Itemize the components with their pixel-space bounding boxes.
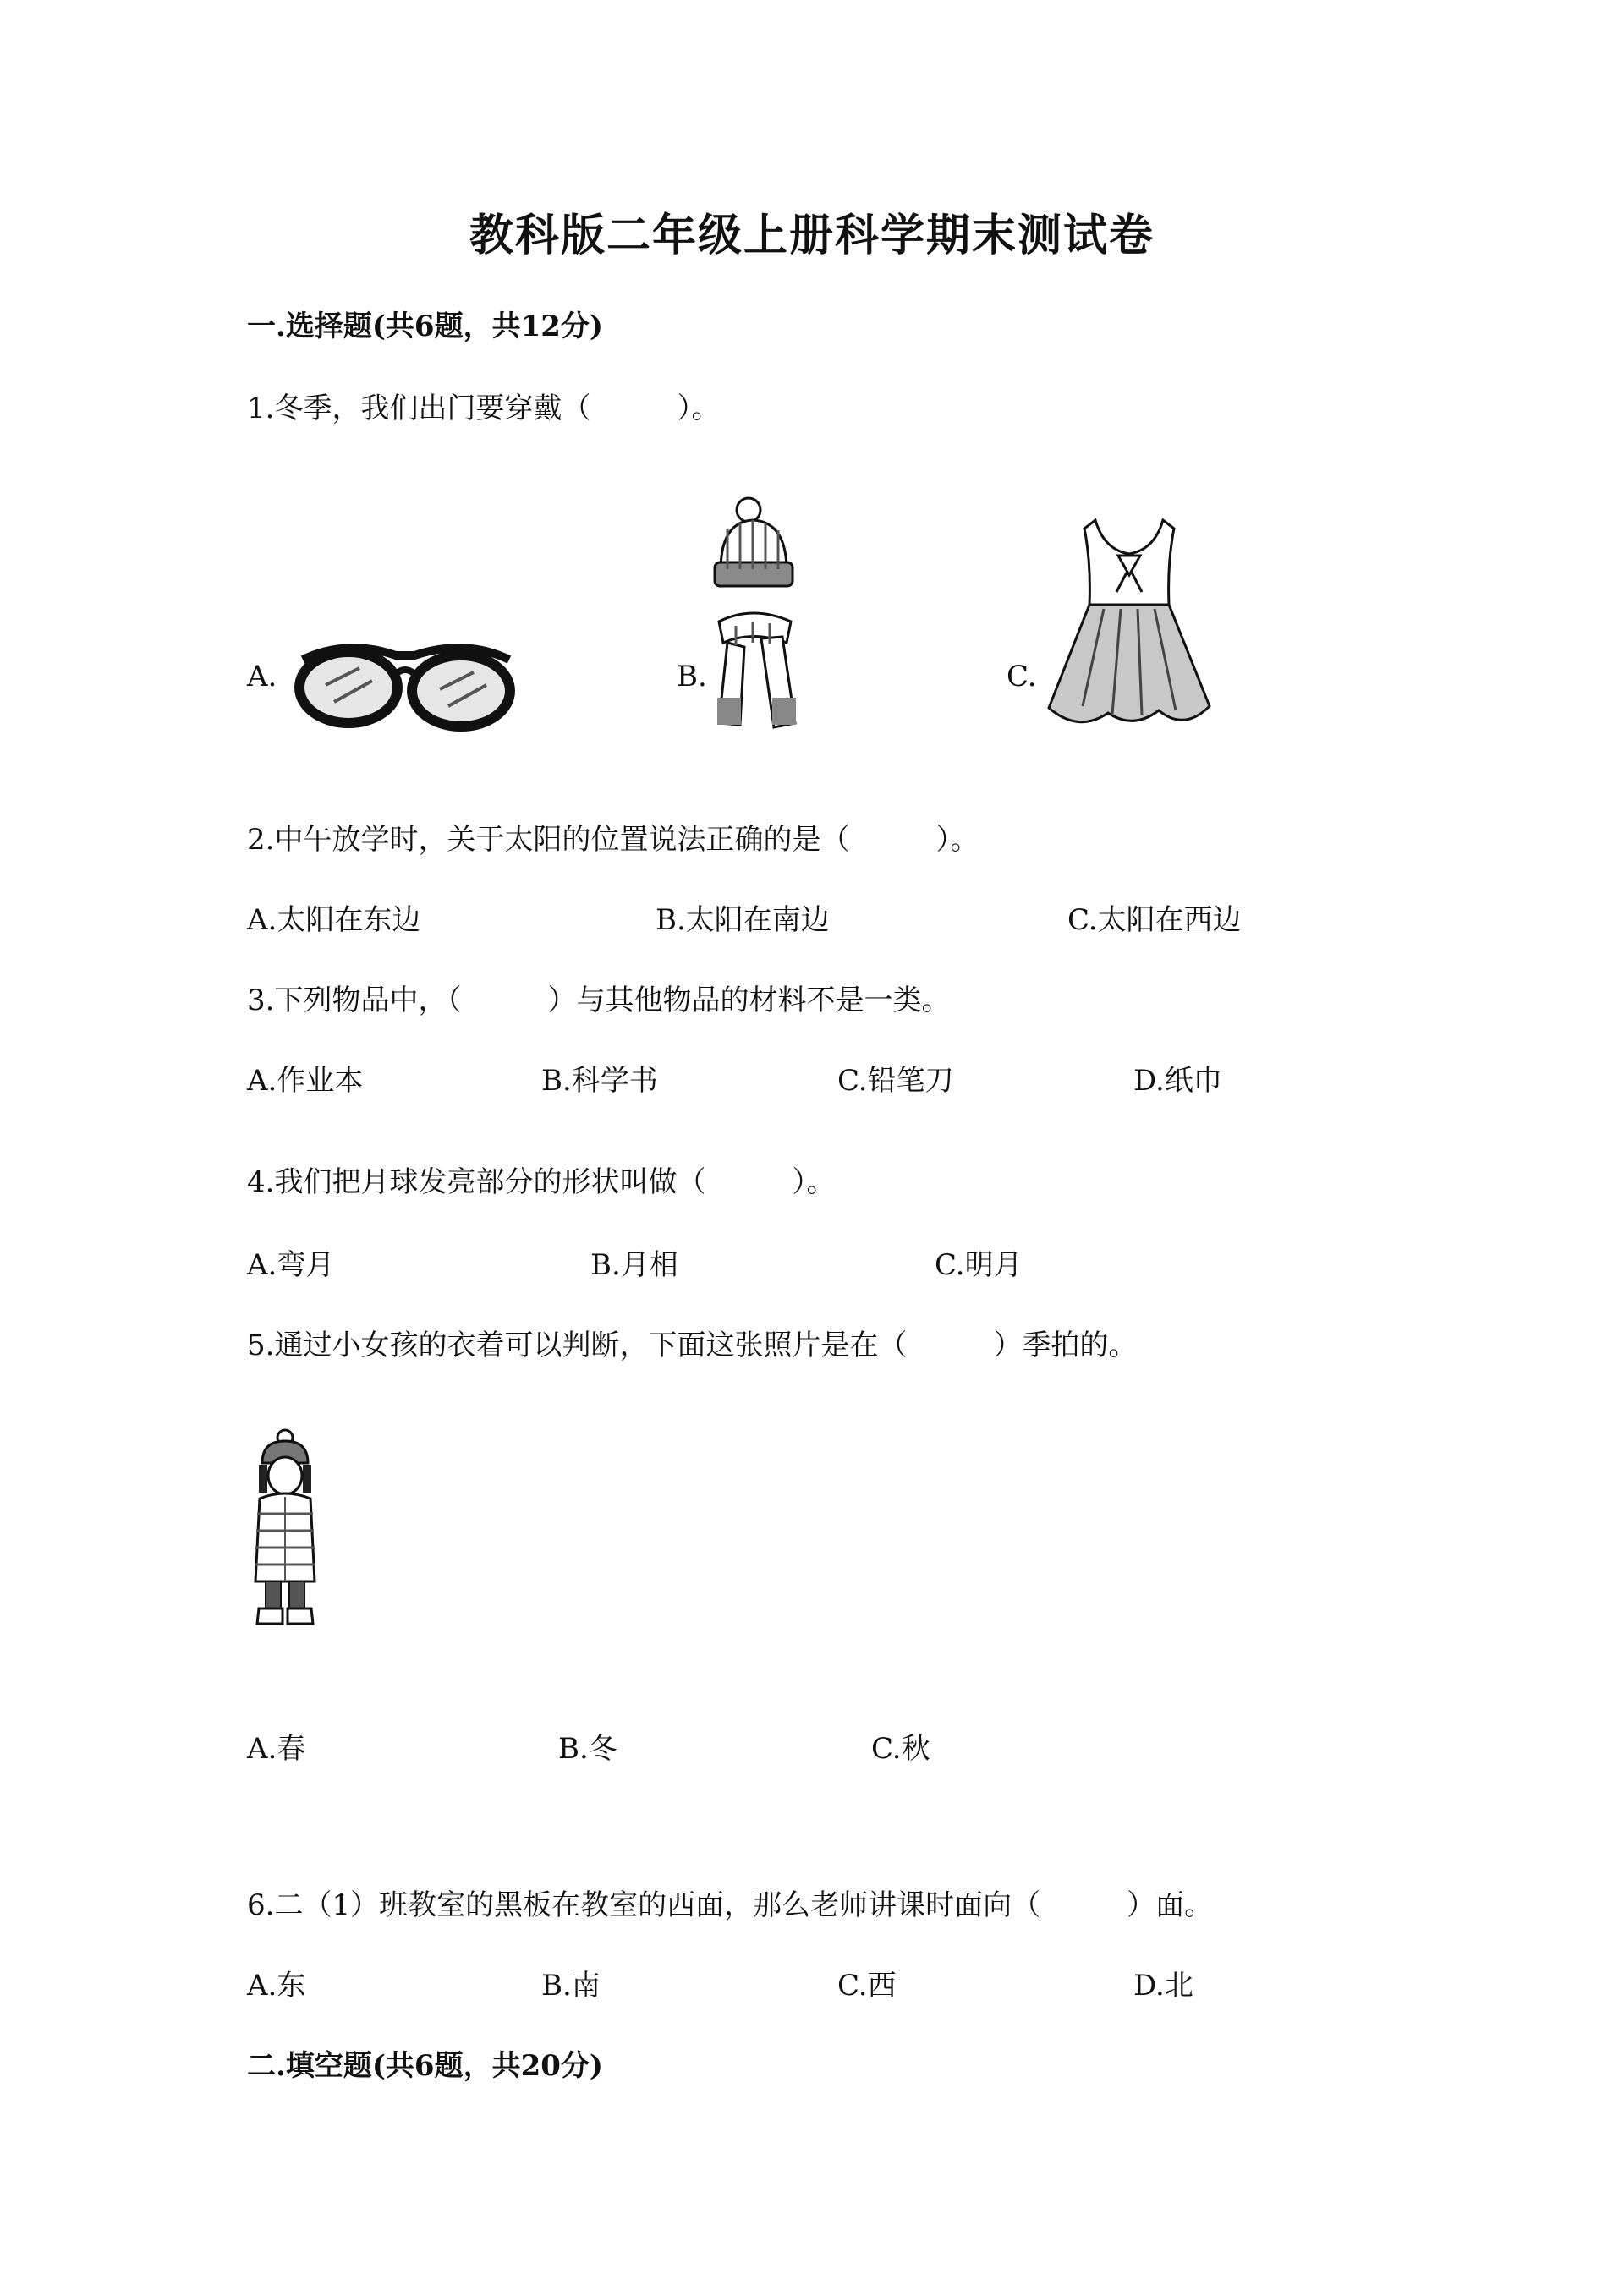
q3-option-a[interactable]: A.作业本 bbox=[247, 1064, 364, 1098]
q4-option-b[interactable]: B.月相 bbox=[590, 1248, 678, 1282]
q2-option-c[interactable]: C.太阳在西边 bbox=[1067, 903, 1242, 937]
question-6-stem: 6.二（1）班教室的黑板在教室的西面，那么老师讲课时面向（ ）面。 bbox=[247, 1888, 1214, 1922]
q6-option-d[interactable]: D.北 bbox=[1133, 1969, 1193, 2003]
q6-option-a[interactable]: A.东 bbox=[247, 1969, 306, 2003]
q3-option-d[interactable]: D.纸巾 bbox=[1133, 1064, 1222, 1098]
q1-option-b-label[interactable]: B. bbox=[677, 660, 707, 693]
summer-dress-icon bbox=[1040, 512, 1218, 732]
q4-option-a[interactable]: A.弯月 bbox=[247, 1248, 335, 1282]
q4-option-c[interactable]: C.明月 bbox=[935, 1248, 1023, 1282]
question-4-stem: 4.我们把月球发亮部分的形状叫做（ ）。 bbox=[247, 1165, 836, 1199]
q6-option-b[interactable]: B.南 bbox=[541, 1969, 601, 2003]
q5-option-c[interactable]: C.秋 bbox=[871, 1732, 930, 1766]
q2-option-a[interactable]: A.太阳在东边 bbox=[247, 903, 421, 937]
question-5-stem: 5.通过小女孩的衣着可以判断，下面这张照片是在（ ）季拍的。 bbox=[247, 1329, 1138, 1362]
q6-option-c[interactable]: C.西 bbox=[837, 1969, 897, 2003]
question-1-stem: 1.冬季，我们出门要穿戴（ ）。 bbox=[247, 392, 721, 425]
q3-option-c[interactable]: C.铅笔刀 bbox=[837, 1064, 954, 1098]
q5-option-a[interactable]: A.春 bbox=[247, 1732, 306, 1766]
section-heading-choice: 一.选择题(共6题，共12分) bbox=[247, 310, 603, 343]
sunglasses-icon bbox=[288, 622, 520, 732]
page-title: 教科版二年级上册科学期末测试卷 bbox=[469, 210, 1155, 261]
question-2-stem: 2.中午放学时，关于太阳的位置说法正确的是（ ）。 bbox=[247, 823, 979, 857]
section-heading-fill-in: 二.填空题(共6题，共20分) bbox=[247, 2049, 603, 2083]
winter-hat-and-scarf-icon bbox=[702, 495, 812, 732]
q3-option-b[interactable]: B.科学书 bbox=[541, 1064, 658, 1098]
q2-option-b[interactable]: B.太阳在南边 bbox=[656, 903, 830, 937]
q5-option-b[interactable]: B.冬 bbox=[558, 1732, 617, 1766]
girl-in-winter-coat-icon bbox=[247, 1429, 323, 1632]
question-3-stem: 3.下列物品中，（ ）与其他物品的材料不是一类。 bbox=[247, 984, 951, 1017]
q1-option-c-label[interactable]: C. bbox=[1007, 660, 1037, 693]
q1-option-a-label[interactable]: A. bbox=[247, 660, 277, 693]
